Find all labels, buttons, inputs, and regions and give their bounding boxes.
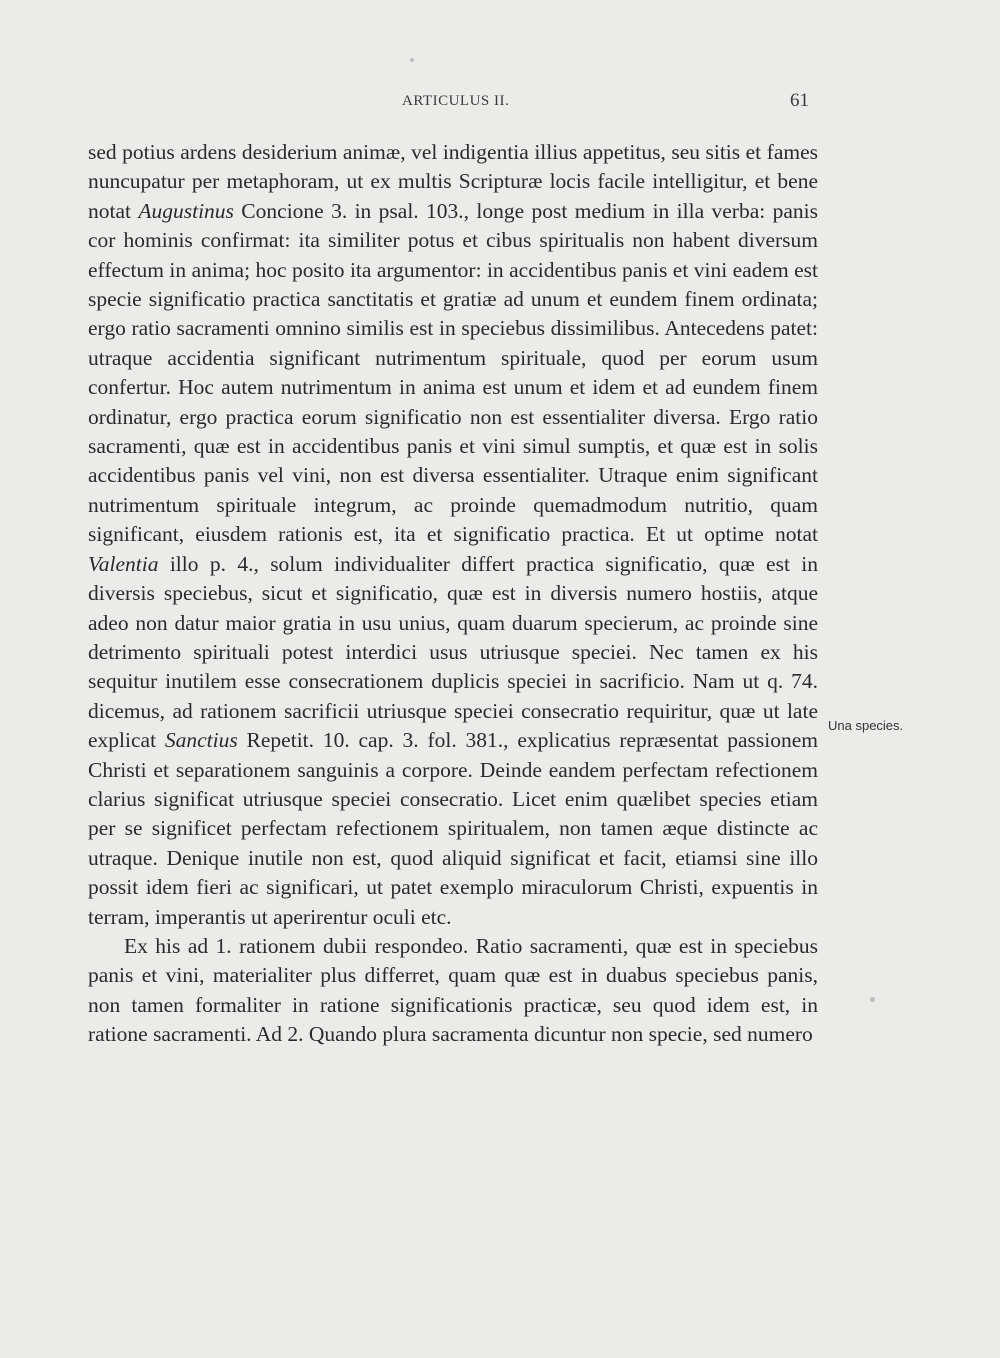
author-name: Valentia bbox=[88, 551, 159, 576]
author-name: Augustinus bbox=[138, 198, 234, 223]
running-head bbox=[0, 90, 1000, 117]
text-run: Repetit. 10. cap. 3. fol. 381., explicatius repræsentat passionem Christi et separationem sanguinis a corpore. Deinde eandem perfectam refectionem clarius significat utriusque speciei consecratio. Licet enim quælibet species etiam per se significet perfectam refectionem spiritualem, non tamen æque distincte ac utraque. Denique inutile non est, quod aliquid significat et facit, etiamsi sine illo possit idem fieri ac significari, ut patet exemplo miraculorum Christi, expuentis in terram, imperantis ut aperirentur oculi etc. bbox=[88, 728, 818, 929]
margin-note: Una species. bbox=[828, 718, 904, 733]
page-number: 61 bbox=[790, 90, 809, 111]
running-head-title: ARTICULUS II. bbox=[402, 93, 510, 109]
paper-speck bbox=[410, 58, 414, 62]
text-run: sed potius ardens desiderium animæ, vel indigentia illius appetitus, seu sitis et fames nuncupatur per metaphoram, ut ex multis Scripturæ locis facile intelligitur, et bene notat bbox=[88, 140, 818, 223]
text-run: illo p. 4., solum individualiter differt practica significatio, quæ est in diversis speciebus, sicut et significatio, quæ est in diversis numero hostiis, atque adeo non datur maior gratia in usu unius, quam duarum specierum, ac proinde sine detrimento spirituali potest interdici usus utriusque speciei. Nec tamen ex his sequitur inutilem esse consecrationem duplicis speciei in sacrificio. Nam ut q. 74. dicemus, ad rationem sacrificii utriusque speciei consecratio requiritur, quæ ut late explicat bbox=[88, 551, 818, 753]
paper-speck bbox=[870, 997, 875, 1002]
author-name: Sanctius bbox=[164, 728, 238, 753]
paragraph bbox=[88, 138, 818, 932]
text-run: Concione 3. in psal. 103., longe post medium in illa verba: panis cor hominis confirmat: ita similiter potus et cibus spiritualis non habent diversum effectum in anima; hoc posito ita argumentor: in accidentibus panis et vini eadem est specie significatio practica sanctitatis et gratiæ ad unum et eundem finem ordinata; ergo ratio sacramenti omnino similis est in speciebus dissimilibus. Antecedens patet: utraque accidentia significant nutrimentum spirituale, quod per eorum usum confertur. Hoc autem nutrimentum in anima est unum et idem et ad eundem finem ordinatur, ergo practica eorum significatio non est essentialiter diversa. Ergo ratio sacramenti, quæ est in accidentibus panis et vini simul sumptis, et quæ est in solis accidentibus panis vel vini, non est diversa essentialiter. Utraque enim significant nutrimentum spirituale integrum, ac proinde quemadmodum nutritio, quam significant, eiusdem rationis est, ita et significatio practica. Et ut optime notat bbox=[88, 198, 818, 547]
paragraph: Ex his ad 1. rationem dubii respondeo. Ratio sacramenti, quæ est in speciebus panis et vini, materialiter plus differret, quam quæ est in duabus speciebus panis, non tamen formaliter in ratione significationis practicæ, seu quod idem est, in ratione sacramenti. Ad 2. Quando plura sacramenta dicuntur non specie, sed numero bbox=[88, 933, 818, 1047]
body-text bbox=[88, 138, 818, 1050]
